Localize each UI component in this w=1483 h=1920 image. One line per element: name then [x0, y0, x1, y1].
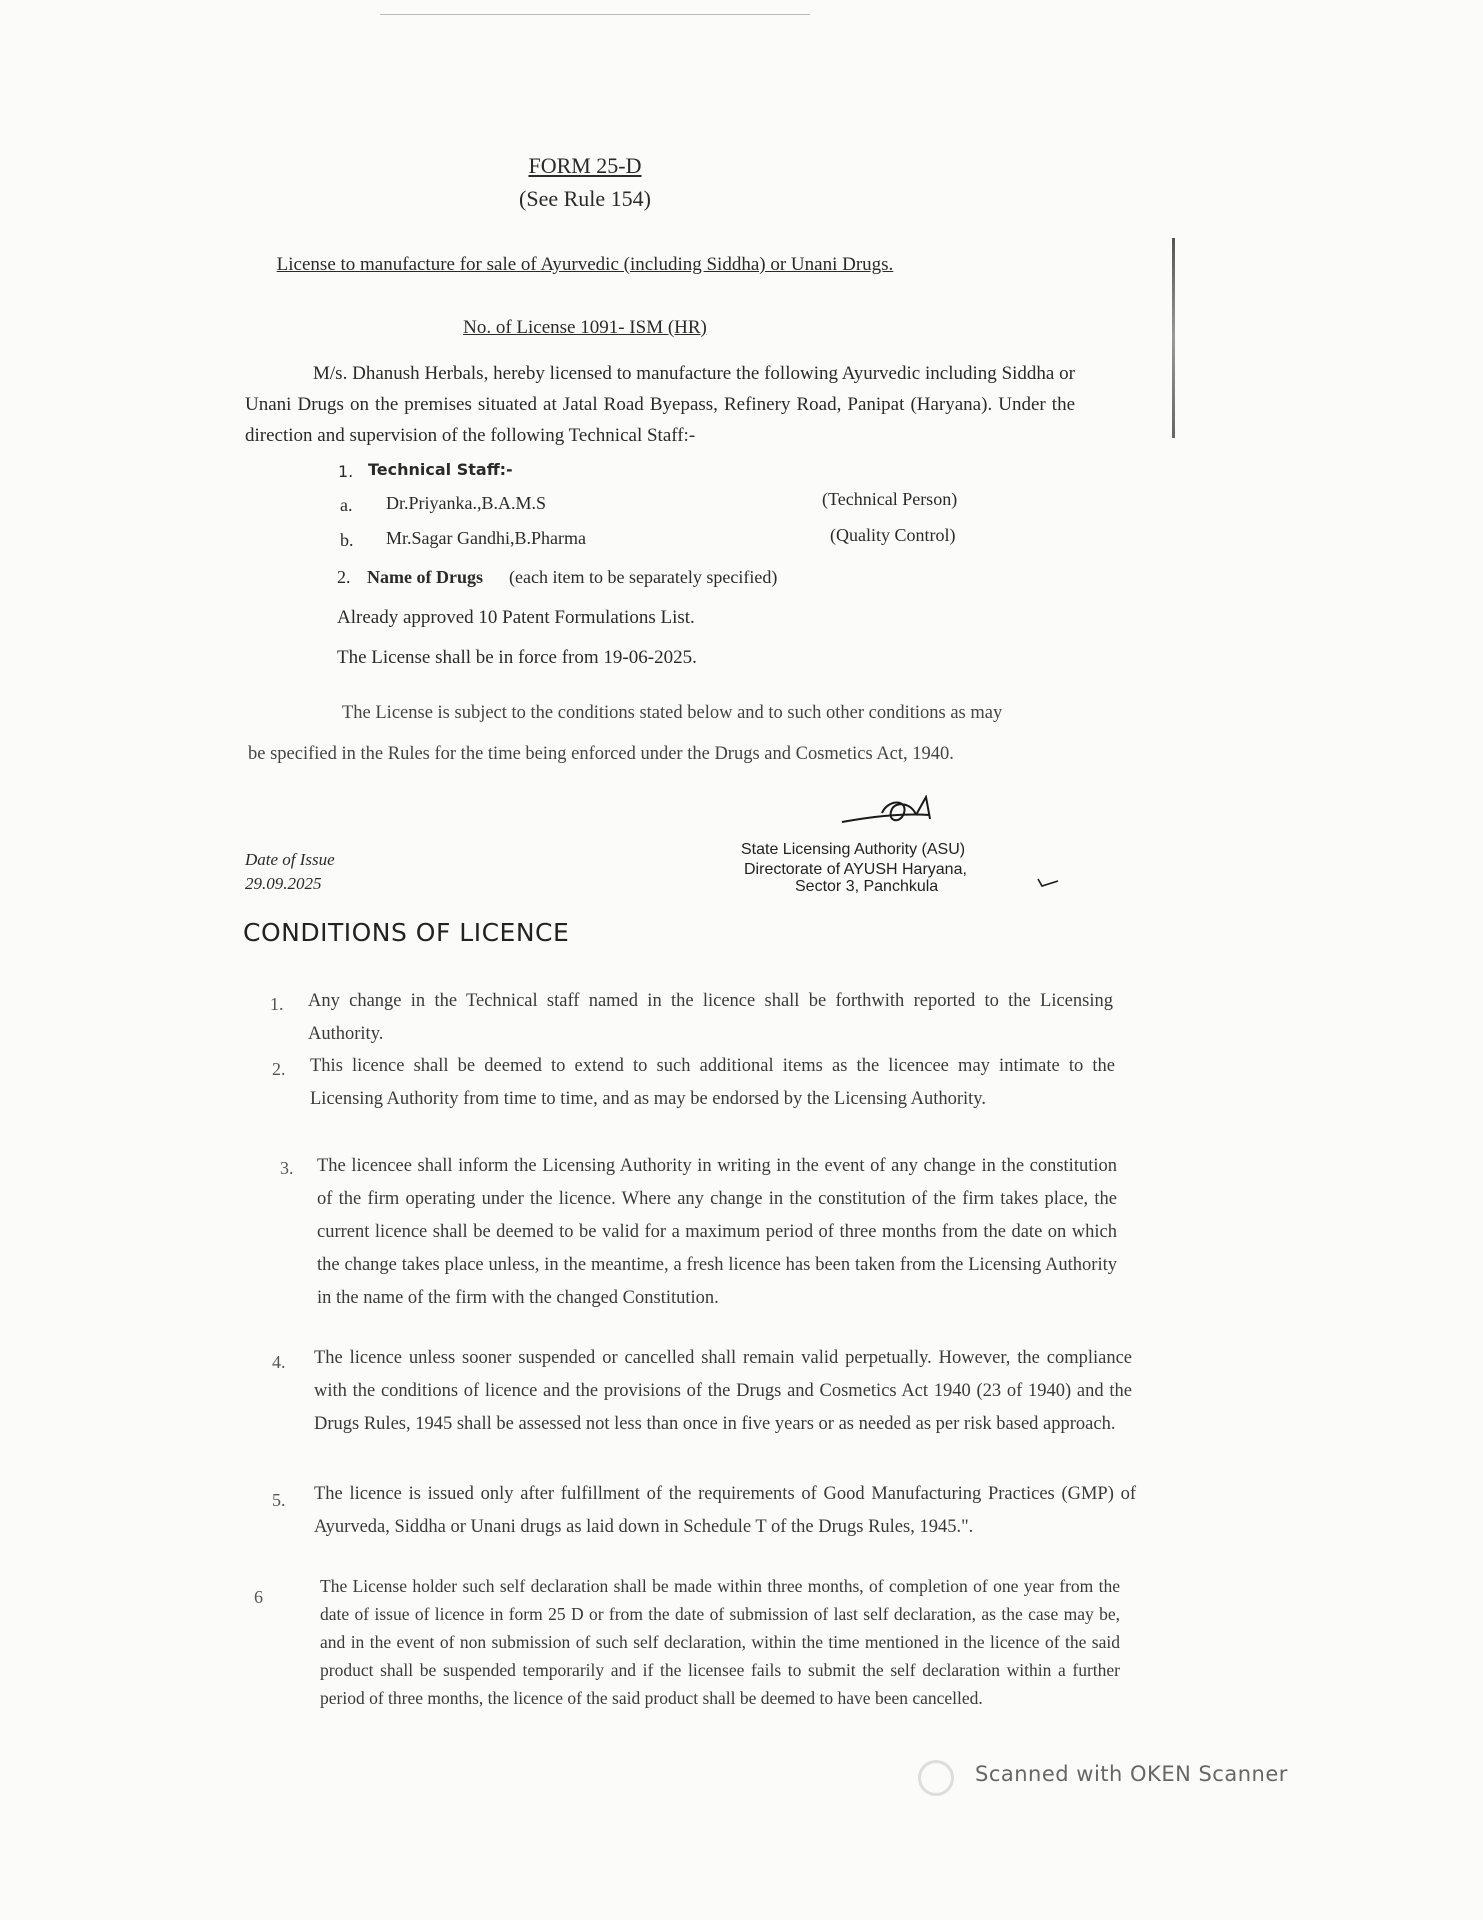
- subject-line-2: be specified in the Rules for the time being enforced under the Drugs and Cosmetics Act, 1940.: [248, 744, 954, 764]
- form-rule: (See Rule 154): [519, 186, 651, 211]
- condition-number: 4.: [272, 1352, 286, 1372]
- condition-text: The licencee shall inform the Licensing Authority in writing in the event of any change in the constitution of the firm operating under the licence. Where any change in the constitution of the firm takes place, the current licence shall be deemed to be valid for a maximum period of three months from the date on which the change takes place unless, in the meantime, a fresh licence has been taken from the Licensing Authority in the name of the firm with the changed Constitution.: [317, 1156, 1117, 1308]
- staff-member-role: (Technical Person): [822, 489, 958, 509]
- scan-top-line: [380, 14, 810, 15]
- form-title: FORM 25-D: [528, 153, 642, 178]
- staff-heading: Technical Staff:-: [368, 460, 513, 479]
- signature-line-1: State Licensing Authority (ASU): [741, 841, 966, 858]
- staff-member-role: (Quality Control): [830, 525, 956, 545]
- issue-label: Date of Issue: [245, 850, 335, 869]
- form-subtitle: License to manufacture for sale of Ayurvedic (including Siddha) or Unani Drugs.: [276, 254, 894, 275]
- drugs-number: 2.: [337, 567, 351, 587]
- condition-text: This licence shall be deemed to extend to such additional items as the licencee may intimate to the Licensing Authority from time to time, and as may be endorsed by the Licensing Authority.: [310, 1056, 1115, 1109]
- drugs-heading: Name of Drugs: [367, 567, 483, 587]
- drugs-note: (each item to be separately specified): [509, 567, 778, 587]
- staff-member-letter: a.: [340, 495, 353, 515]
- license-number: No. of License 1091- ISM (HR): [463, 317, 707, 338]
- staff-member-letter: b.: [340, 530, 354, 550]
- signature-line-3: Sector 3, Panchkula: [795, 878, 939, 895]
- intro-paragraph: M/s. Dhanush Herbals, hereby licensed to manufacture the following Ayurvedic including Siddha or Unani Drugs on the premises situated at Jatal Road Byepass, Refinery Road, Panipat (Haryana). Under the direction and supervision of the following Technical Staff:-: [245, 363, 1075, 446]
- issue-date: 29.09.2025: [245, 874, 322, 893]
- staff-heading-number: 1.: [338, 462, 354, 481]
- subject-line-1: The License is subject to the conditions stated below and to such other conditions as may: [342, 703, 1003, 723]
- scanner-watermark: Scanned with OKEN Scanner: [975, 1762, 1288, 1786]
- condition-number: 6: [254, 1587, 263, 1607]
- condition-text: The licence unless sooner suspended or cancelled shall remain valid perpetually. However, the compliance with the conditions of licence and the provisions of the Drugs and Cosmetics Act 1940 (23 of 1940) and the Drugs Rules, 1945 shall be assessed not less than once in five years or as needed as per risk based approach.: [314, 1348, 1132, 1434]
- drugs-approved: Already approved 10 Patent Formulations List.: [337, 607, 695, 628]
- staff-member-name: Dr.Priyanka.,B.A.M.S: [386, 493, 547, 513]
- condition-number: 1.: [270, 994, 284, 1014]
- condition-number: 3.: [280, 1158, 294, 1178]
- condition-number: 2.: [272, 1059, 286, 1079]
- staff-member-name: Mr.Sagar Gandhi,B.Pharma: [386, 528, 586, 548]
- condition-number: 5.: [272, 1490, 286, 1510]
- condition-text: The licence is issued only after fulfillment of the requirements of Good Manufacturing Practices (GMP) of Ayurveda, Siddha or Unani drugs as laid down in Schedule T of the Drugs Rules, 1945.".: [314, 1484, 1136, 1537]
- signature-line-2: Directorate of AYUSH Haryana,: [744, 861, 967, 878]
- scan-side-mark: [1172, 238, 1175, 438]
- license-in-force: The License shall be in force from 19-06-2025.: [337, 647, 697, 668]
- condition-text: Any change in the Technical staff named in the licence shall be forthwith reported to the Licensing Authority.: [308, 991, 1113, 1044]
- condition-text: The License holder such self declaration shall be made within three months, of completion of one year from the date of issue of licence in form 25 D or from the date of submission of last self declaration, as the case may be, and in the event of non submission of such self declaration, within the time mentioned in the licence of the said product shall be suspended temporarily and if the licensee fails to submit the self declaration within a further period of three months, the licence of the said product shall be deemed to have been cancelled.: [320, 1576, 1120, 1708]
- conditions-heading: CONDITIONS OF LICENCE: [243, 918, 570, 947]
- scanner-logo-icon: [918, 1760, 954, 1796]
